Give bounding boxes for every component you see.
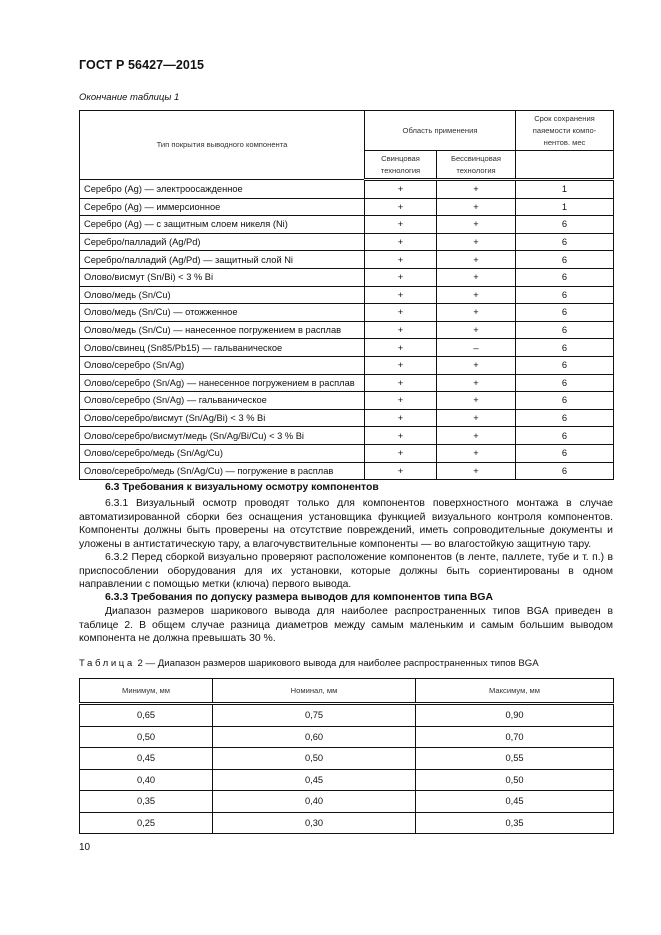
cell-nominal: 0,30: [213, 812, 416, 834]
cell-leaded: +: [365, 444, 437, 462]
table1-row: [80, 304, 614, 322]
cell-shelf-life-months: 6: [516, 374, 614, 392]
header-shelf-life: Срок сохранения паяемости компо-нентов. мес: [516, 111, 614, 151]
cell-shelf-life-months: 1: [516, 198, 614, 216]
cell-leaded: +: [365, 374, 437, 392]
table1-row: [80, 462, 614, 480]
cell-leaded: +: [365, 427, 437, 445]
cell-coating-type: Серебро (Ag) — с защитным слоем никеля (Ni): [80, 216, 365, 234]
section-heading-6-3-3: 6.3.3 Требования по допуску размера выводов для компонентов типа BGA: [105, 592, 493, 603]
cell-leaded: +: [365, 251, 437, 269]
table2-caption-label: Таблица: [79, 658, 135, 669]
cell-shelf-life-months: 6: [516, 339, 614, 357]
cell-coating-type: Олово/медь (Sn/Cu) — отожженное: [80, 304, 365, 322]
cell-shelf-life-months: 6: [516, 427, 614, 445]
header-leaded: Свинцовая технология: [365, 151, 437, 180]
header-nominal: Номинал, мм: [213, 679, 416, 704]
table1-row: [80, 374, 614, 392]
header-lead-free: Бессвинцовая технология: [437, 151, 516, 180]
table1-row: [80, 180, 614, 199]
page-number: 10: [79, 842, 91, 853]
cell-lead-free: +: [437, 321, 516, 339]
cell-coating-type: Олово/серебро (Sn/Ag) — гальваническое: [80, 392, 365, 410]
cell-lead-free: +: [437, 427, 516, 445]
cell-shelf-life-months: 6: [516, 216, 614, 234]
cell-coating-type: Олово/серебро/медь (Sn/Ag/Cu): [80, 444, 365, 462]
cell-coating-type: Серебро/палладий (Ag/Pd) — защитный слой Ni: [80, 251, 365, 269]
cell-lead-free: +: [437, 268, 516, 286]
paragraph-6-3-3: Диапазон размеров шарикового вывода для наиболее распространенных типов BGA приведен в таблице 2. В общем случае разница диаметров между самым маленьким и самым большим выводом компонента не должна превышать 30 %.: [79, 606, 613, 645]
cell-shelf-life-months: 6: [516, 321, 614, 339]
cell-leaded: +: [365, 233, 437, 251]
cell-lead-free: +: [437, 286, 516, 304]
cell-lead-free: +: [437, 409, 516, 427]
cell-shelf-life-months: 6: [516, 304, 614, 322]
cell-coating-type: Олово/серебро/висмут (Sn/Ag/Bi) < 3 % Bi: [80, 409, 365, 427]
cell-shelf-life-months: 6: [516, 462, 614, 480]
cell-leaded: +: [365, 339, 437, 357]
cell-minimum: 0,40: [80, 769, 213, 791]
cell-lead-free: +: [437, 356, 516, 374]
table1-row: [80, 251, 614, 269]
cell-lead-free: +: [437, 462, 516, 480]
cell-leaded: +: [365, 356, 437, 374]
cell-shelf-life-months: 6: [516, 356, 614, 374]
cell-coating-type: Олово/серебро/медь (Sn/Ag/Cu) — погружение в расплав: [80, 462, 365, 480]
document-id: ГОСТ Р 56427—2015: [79, 58, 205, 72]
cell-coating-type: Олово/медь (Sn/Cu): [80, 286, 365, 304]
paragraph-6-3-2: 6.3.2 Перед сборкой визуально проверяют расположение компонентов (в ленте, паллете, тубе и т. п.) в приспособлении оборудования для их установки, которые должны быть сориентированы в одном направлении с помощью метки (ключа) первого вывода.: [79, 552, 613, 591]
cell-nominal: 0,40: [213, 791, 416, 813]
table2-bga-ball-sizes: [79, 678, 614, 834]
table1-row: [80, 198, 614, 216]
cell-leaded: +: [365, 216, 437, 234]
cell-minimum: 0,25: [80, 812, 213, 834]
cell-shelf-life-months: 6: [516, 268, 614, 286]
table2-row: [80, 748, 614, 770]
cell-nominal: 0,60: [213, 726, 416, 748]
table1-row: [80, 356, 614, 374]
header-application-area: Область применения: [365, 111, 516, 151]
header-shelf-life-blank: [516, 151, 614, 180]
table2-row: [80, 769, 614, 791]
cell-leaded: +: [365, 286, 437, 304]
cell-shelf-life-months: 6: [516, 251, 614, 269]
cell-maximum: 0,50: [416, 769, 614, 791]
cell-lead-free: –: [437, 339, 516, 357]
cell-leaded: +: [365, 180, 437, 199]
cell-lead-free: +: [437, 392, 516, 410]
cell-coating-type: Серебро/палладий (Ag/Pd): [80, 233, 365, 251]
cell-coating-type: Олово/медь (Sn/Cu) — нанесенное погружением в расплав: [80, 321, 365, 339]
table1-row: [80, 339, 614, 357]
cell-shelf-life-months: 1: [516, 180, 614, 199]
cell-lead-free: +: [437, 304, 516, 322]
cell-leaded: +: [365, 409, 437, 427]
cell-coating-type: Олово/серебро (Sn/Ag) — нанесенное погружением в расплав: [80, 374, 365, 392]
cell-leaded: +: [365, 268, 437, 286]
cell-leaded: +: [365, 462, 437, 480]
cell-nominal: 0,45: [213, 769, 416, 791]
table1-coating-types: [79, 110, 614, 480]
cell-shelf-life-months: 6: [516, 444, 614, 462]
paragraph-6-3-1: 6.3.1 Визуальный осмотр проводят только для компонентов поверхностного монтажа в случае автоматизированной сборки без оснащения установщика функцией визуального контроля компонентов. Компоненты должны быть проверены на отсутствие повреждений, иметь сопроводительные документы и уложены в антистатическую тару, а влагочувствительные компоненты — во влагостойкую защитную тару.: [79, 498, 613, 550]
header-minimum: Минимум, мм: [80, 679, 213, 704]
table1-row: [80, 392, 614, 410]
cell-minimum: 0,35: [80, 791, 213, 813]
cell-leaded: +: [365, 198, 437, 216]
cell-coating-type: Олово/серебро/висмут/медь (Sn/Ag/Bi/Cu) < 3 % Bi: [80, 427, 365, 445]
table2-caption-text: 2 — Диапазон размеров шарикового вывода для наиболее распространенных типов BGA: [134, 658, 539, 669]
cell-coating-type: Серебро (Ag) — иммерсионное: [80, 198, 365, 216]
header-coating-type: Тип покрытия выводного компонента: [80, 111, 365, 180]
cell-maximum: 0,70: [416, 726, 614, 748]
header-maximum: Максимум, мм: [416, 679, 614, 704]
table1-row: [80, 286, 614, 304]
cell-leaded: +: [365, 392, 437, 410]
table2-row: [80, 812, 614, 834]
cell-lead-free: +: [437, 216, 516, 234]
table2-row: [80, 704, 614, 727]
table2-row: [80, 726, 614, 748]
cell-minimum: 0,45: [80, 748, 213, 770]
cell-maximum: 0,45: [416, 791, 614, 813]
section-heading-6-3: 6.3 Требования к визуальному осмотру компонентов: [105, 482, 379, 493]
cell-coating-type: Олово/свинец (Sn85/Pb15) — гальваническое: [80, 339, 365, 357]
cell-nominal: 0,75: [213, 704, 416, 727]
cell-maximum: 0,35: [416, 812, 614, 834]
table2-caption: [79, 658, 539, 669]
cell-lead-free: +: [437, 374, 516, 392]
table2-row: [80, 791, 614, 813]
cell-maximum: 0,55: [416, 748, 614, 770]
table1-row: [80, 427, 614, 445]
table1-row: [80, 233, 614, 251]
cell-minimum: 0,65: [80, 704, 213, 727]
table1-row: [80, 321, 614, 339]
table1-row: [80, 268, 614, 286]
cell-shelf-life-months: 6: [516, 233, 614, 251]
cell-shelf-life-months: 6: [516, 409, 614, 427]
cell-coating-type: Олово/висмут (Sn/Bi) < 3 % Bi: [80, 268, 365, 286]
cell-shelf-life-months: 6: [516, 286, 614, 304]
cell-nominal: 0,50: [213, 748, 416, 770]
table1-row: [80, 409, 614, 427]
cell-maximum: 0,90: [416, 704, 614, 727]
table1-row: [80, 216, 614, 234]
cell-leaded: +: [365, 304, 437, 322]
cell-minimum: 0,50: [80, 726, 213, 748]
cell-coating-type: Олово/серебро (Sn/Ag): [80, 356, 365, 374]
cell-coating-type: Серебро (Ag) — электроосажденное: [80, 180, 365, 199]
cell-lead-free: +: [437, 251, 516, 269]
table1-row: [80, 444, 614, 462]
cell-leaded: +: [365, 321, 437, 339]
cell-shelf-life-months: 6: [516, 392, 614, 410]
cell-lead-free: +: [437, 444, 516, 462]
cell-lead-free: +: [437, 233, 516, 251]
cell-lead-free: +: [437, 198, 516, 216]
cell-lead-free: +: [437, 180, 516, 199]
table1-caption: Окончание таблицы 1: [79, 92, 180, 103]
